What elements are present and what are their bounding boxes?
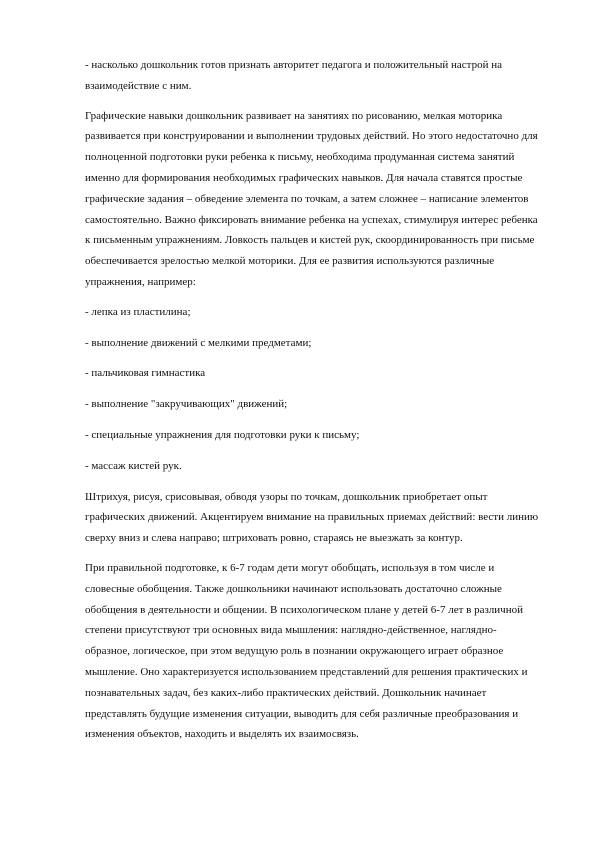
paragraph-teacher-authority: - насколько дошкольник готов признать авторитет педагога и положительный настрой на взаимодействие с ним.	[85, 59, 502, 92]
paragraph-thinking-development: При правильной подготовке, к 6-7 годам дети могут обобщать, используя в том числе и словесные обобщения. Также дошкольники начинают использовать достаточно сложные обобщения в деятельности и общении. В психологическом плане у детей 6-7 лет в различной степени присутствуют три основных вида мышления: наглядно-действенное, наглядно-образное, логическое, при этом ведущую роль в познании окружающего играет образное мышление. Оно характеризуется использованием представлений для решения практических и познавательных задач, без каких-либо практических действий. Дошкольник начинает представлять будущие изменения ситуации, выводить для себя различные преобразования и изменения объектов, находить и выделять их взаимосвязь.	[85, 561, 528, 741]
list-item-finger-gymnastics: - пальчиковая гимнастика	[85, 367, 206, 380]
list-item-small-objects: - выполнение движений с мелкими предметами;	[85, 336, 312, 349]
list-item-hand-massage: - массаж кистей рук.	[85, 459, 182, 472]
list-item-plasticine: - лепка из пластилина;	[85, 305, 191, 318]
paragraph-graphic-skills: Графические навыки дошкольник развивает на занятиях по рисованию, мелкая моторика развивается при конструировании и выполнении трудовых действий. Но этого недостаточно для полноценной подготовки руки ребенка к письму, необходима продуманная система занятий именно для формирования необходимых графических навыков. Для начала ставятся простые графические задания – обведение элемента по точкам, а затем сложнее – написание элементов самостоятельно. Важно фиксировать внимание ребенка на успехах, стимулируя интерес ребенка к письменным упражнениям. Ловкость пальцев и кистей рук, скоординированность при письме обеспечивается зрелостью мелкой моторики. Для ее развития используются различные упражнения, например:	[85, 109, 538, 288]
list-item-twisting-movements: - выполнение "закручивающих" движений;	[85, 398, 288, 411]
document-body	[85, 55, 540, 754]
list-item-special-exercises: - специальные упражнения для подготовки руки к письму;	[85, 428, 360, 441]
paragraph-drawing-practice: Штрихуя, рисуя, срисовывая, обводя узоры по точкам, дошкольник приобретает опыт графических движений. Акцентируем внимание на правильных приемах действий: вести линию сверху вниз и слева направо; штриховать ровно, стараясь не выезжать за контур.	[85, 490, 539, 545]
